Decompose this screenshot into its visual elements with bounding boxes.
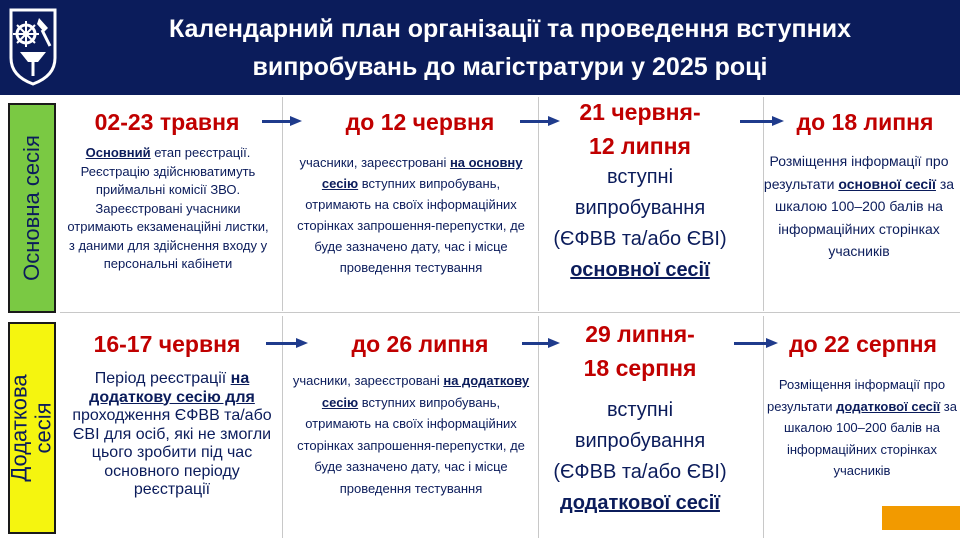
main-exam-line-1: вступні: [606, 166, 674, 188]
main-exam-dates: [540, 95, 740, 163]
title-line-2: випробувань до магістратури у 2025 році: [252, 53, 768, 81]
extra-exam-dates: [540, 317, 740, 385]
extra-registration-description-pre: Період реєстрації: [94, 370, 231, 387]
extra-registration-description-rest: проходження ЄФВВ та/або ЄВІ для осіб, які не змогли цього зробити під час основного періоду реєстрації: [72, 407, 272, 498]
extra-exam-line-3: (ЄФВВ та/або ЄВІ): [553, 461, 727, 483]
main-registration-description: [66, 144, 270, 274]
main-exam-date-line-2: 12 липня: [589, 133, 691, 159]
main-session-label-box: [8, 103, 56, 313]
title-line-1: Календарний план організації та проведення вступних: [168, 15, 852, 43]
main-registration-description-em: Основний: [85, 145, 151, 160]
arrow-right-icon: [734, 338, 778, 348]
main-pass-description-rest: вступних випробувань, отримають на своїх інформаційних сторінках запрошення-перепустки, де буде зазначено дату, час і місце проведення тестування: [297, 176, 525, 275]
main-results-description: [762, 150, 956, 263]
page-title: [70, 10, 950, 86]
arrow-right-icon: [262, 116, 302, 126]
extra-session-label-line-1: Додаткова: [7, 374, 33, 482]
extra-registration-description-em: на додаткову сесію для: [89, 370, 255, 406]
extra-exam-line-1: вступні: [606, 399, 674, 421]
extra-exam-session-em: додаткової сесії: [560, 492, 720, 514]
extra-results-date: до 22 серпня: [789, 331, 937, 357]
main-session-label: Основна сесія: [19, 135, 44, 281]
main-exam-line-2: випробування: [574, 197, 706, 219]
main-exam-line-3: (ЄФВВ та/або ЄВІ): [553, 228, 727, 250]
header-banner: [0, 0, 960, 95]
main-pass-description: [290, 152, 532, 278]
accent-block: [882, 506, 960, 530]
extra-exam-description: [540, 395, 740, 519]
extra-results-description: [764, 374, 960, 482]
main-results-description-rest: за шкалою 100–200 балів на інформаційних сторінках учасників: [775, 175, 955, 259]
divider: [282, 97, 283, 311]
main-exam-description: [540, 162, 740, 286]
divider: [282, 316, 283, 538]
main-exam-session-em: основної сесії: [570, 259, 710, 281]
main-results-date: до 18 липня: [796, 109, 934, 135]
extra-results-description-em: додаткової сесії: [836, 398, 941, 414]
arrow-right-icon: [740, 116, 784, 126]
main-registration-description-rest: етап реєстрації. Реєстрацію здійснюватимуть приймальні комісії ЗВО. Зареєстровані учасники отримають екзаменаційні листки, з даними для здійснення входу у персональні кабінети: [67, 145, 269, 271]
extra-results-description-pre: Розміщення інформації про результати: [767, 377, 946, 414]
main-results-description-pre: Розміщення інформації про результати: [763, 153, 949, 192]
extra-exam-line-2: випробування: [574, 430, 706, 452]
extra-pass-description: [288, 370, 534, 499]
extra-exam-date-line-2: 18 серпня: [583, 355, 697, 381]
university-crest-logo: [8, 6, 58, 88]
main-results-description-em: основної сесії: [838, 175, 936, 192]
main-pass-description-pre: учасники, зареєстровані: [299, 155, 450, 170]
extra-registration-date: 16-17 червня: [93, 331, 241, 357]
main-pass-description-em: на основну сесію: [321, 155, 523, 191]
arrow-right-icon: [266, 338, 308, 348]
main-exam-date-line-1: 21 червня-: [579, 99, 701, 125]
extra-registration-description: [66, 370, 278, 500]
extra-exam-date-line-1: 29 липня-: [585, 321, 695, 347]
row-divider: [60, 312, 960, 313]
extra-pass-description-rest: вступних випробувань, отримають на своїх інформаційних сторінках запрошення-перепустки, де буде зазначено дату, час і місце проведення тестування: [297, 394, 525, 496]
extra-pass-date: до 26 липня: [351, 331, 489, 357]
main-pass-date: до 12 червня: [345, 109, 495, 135]
main-registration-date: 02-23 травня: [94, 109, 240, 135]
extra-session-label-line-2: сесія: [31, 402, 57, 454]
extra-session-label: [8, 374, 56, 481]
extra-pass-description-em: на додаткову сесію: [321, 373, 530, 410]
extra-session-label-box: [8, 322, 56, 534]
extra-results-description-rest: за шкалою 100–200 балів на інформаційних сторінках учасників: [784, 398, 957, 478]
arrow-right-icon: [520, 116, 560, 126]
extra-pass-description-pre: учасники, зареєстровані: [292, 373, 444, 388]
arrow-right-icon: [522, 338, 560, 348]
